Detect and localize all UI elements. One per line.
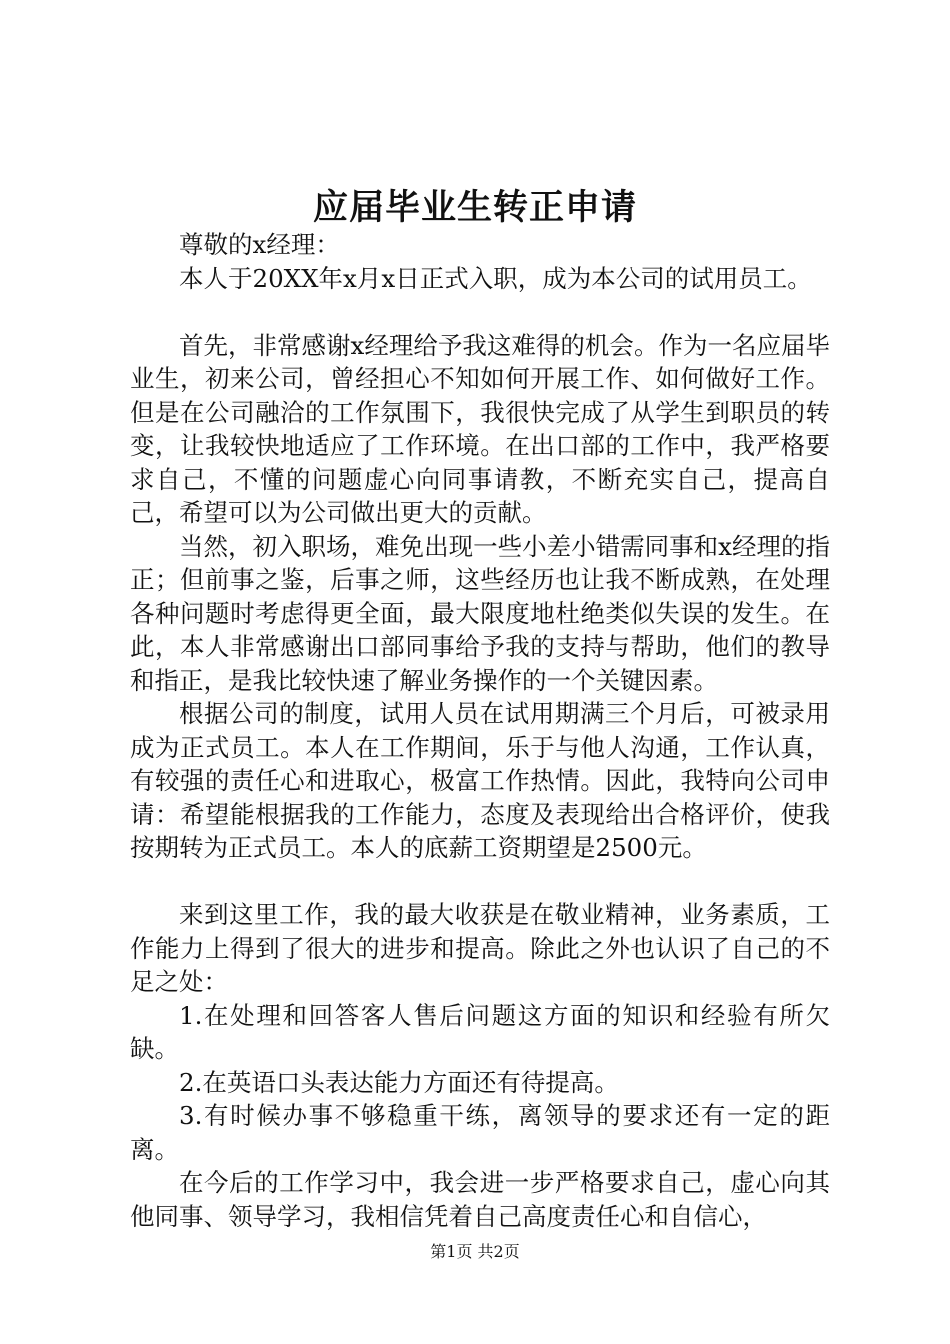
paragraph-mistakes: 当然，初入职场，难免出现一些小差小错需同事和x经理的指正；但前事之鉴，后事之师，这些经历也让我不断成熟，在处理各种问题时考虑得更全面，最大限度地杜绝类似失误的发生。在此，本人非常感谢出口部同事给予我的支持与帮助，他们的教导和指正，是我比较快速了解业务操作的一个关键因素。	[130, 531, 830, 695]
list-item-3: 3.有时候办事不够稳重干练，离领导的要求还有一定的距离。	[130, 1101, 830, 1164]
paragraph-thanks: 首先，非常感谢x经理给予我这难得的机会。作为一名应届毕业生，初来公司，曾经担心不知如何开展工作、如何做好工作。但是在公司融洽的工作氛围下，我很快完成了从学生到职员的转变，让我较快地适应了工作环境。在出口部的工作中，我严格要求自己，不懂的问题虚心向同事请教，不断充实自己，提高自己，希望可以为公司做出更大的贡献。	[130, 330, 830, 527]
paragraph-request: 根据公司的制度，试用人员在试用期满三个月后，可被录用成为正式员工。本人在工作期间，乐于与他人沟通，工作认真，有较强的责任心和进取心，极富工作热情。因此，我特向公司申请：希望能根据我的工作能力，态度及表现给出合格评价，使我按期转为正式员工。本人的底薪工资期望是2500元。	[130, 699, 830, 862]
list-item-1: 1.在处理和回答客人售后问题这方面的知识和经验有所欠缺。	[130, 1000, 830, 1063]
list-item-2: 2.在英语口头表达能力方面还有待提高。	[179, 1067, 619, 1097]
paragraph-gap	[130, 865, 830, 899]
paragraph-gains: 来到这里工作，我的最大收获是在敬业精神，业务素质，工作能力上得到了很大的进步和提高。除此之外也认识了自己的不足之处：	[130, 900, 830, 996]
paragraph-intro: 本人于20XX年x月x日正式入职，成为本公司的试用员工。	[179, 263, 812, 293]
document-title: 应届毕业生转正申请	[312, 187, 637, 228]
paragraph-future: 在今后的工作学习中，我会进一步严格要求自己，虚心向其他同事、领导学习，我相信凭着自己高度责任心和自信心，	[130, 1168, 830, 1231]
salutation: 尊敬的x经理：	[179, 230, 340, 259]
paragraph-gap	[130, 295, 830, 329]
document-body	[130, 228, 830, 1233]
page-footer: 第1页 共2页	[430, 1242, 520, 1261]
